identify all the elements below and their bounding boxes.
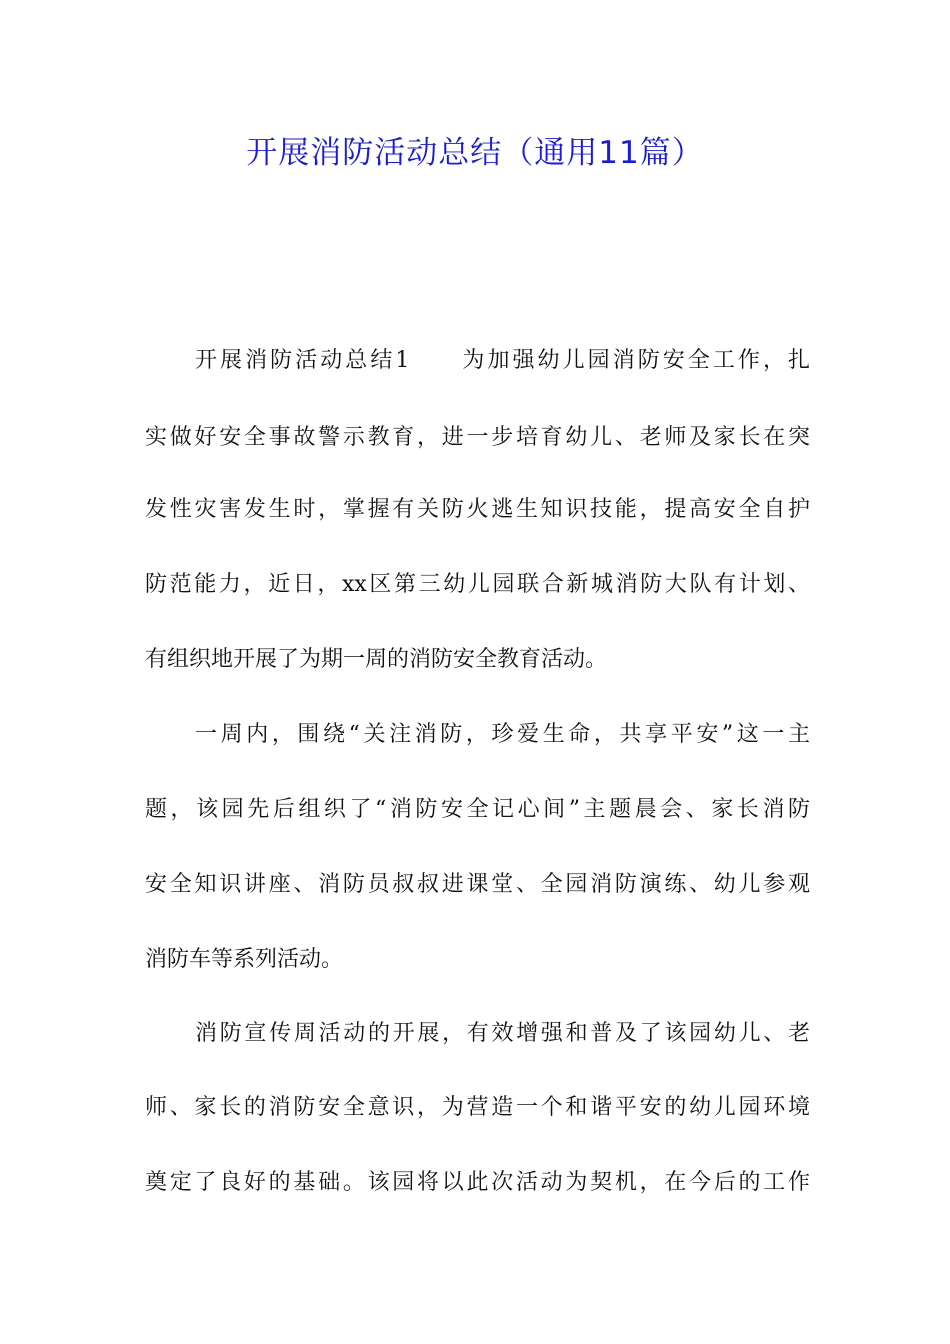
paragraph-2-line-4: 消防车等系列活动。 [145, 947, 344, 972]
paragraph-3-line-1: 消防宣传周活动的开展，有效增强和普及了该园幼儿、老 [195, 1021, 810, 1046]
paragraph-1-line-2: 实做好安全事故警示教育，进一步培育幼儿、老师及家长在突 [145, 425, 810, 450]
paragraph-2-line-3: 安全知识讲座、消防员叔叔进课堂、全园消防演练、幼儿参观 [145, 872, 810, 897]
paragraph-1-line-3: 发性灾害发生时，掌握有关防火逃生知识技能，提高安全自护 [145, 497, 810, 522]
paragraph-2-line-1: 一周内，围绕“关注消防，珍爱生命，共享平安”这一主 [195, 722, 810, 747]
paragraph-3-line-3: 奠定了良好的基础。该园将以此次活动为契机，在今后的工作 [145, 1170, 810, 1195]
paragraph-2-line-2: 题，该园先后组织了“消防安全记心间”主题晨会、家长消防 [145, 797, 810, 822]
text-line: 为加强幼儿园消防安全工作，扎 [459, 348, 810, 373]
document-title: 开展消防活动总结（通用11篇） [246, 135, 704, 171]
paragraph-3-line-2: 师、家长的消防安全意识，为营造一个和谐平安的幼儿园环境 [145, 1095, 810, 1120]
section-heading: 开展消防活动总结1 [195, 348, 410, 373]
paragraph-1-line-4: 防范能力，近日，xx区第三幼儿园联合新城消防大队有计划、 [145, 572, 810, 597]
paragraph-1-line-5: 有组织地开展了为期一周的消防安全教育活动。 [145, 647, 608, 672]
paragraph-1-line-1 [195, 341, 810, 381]
